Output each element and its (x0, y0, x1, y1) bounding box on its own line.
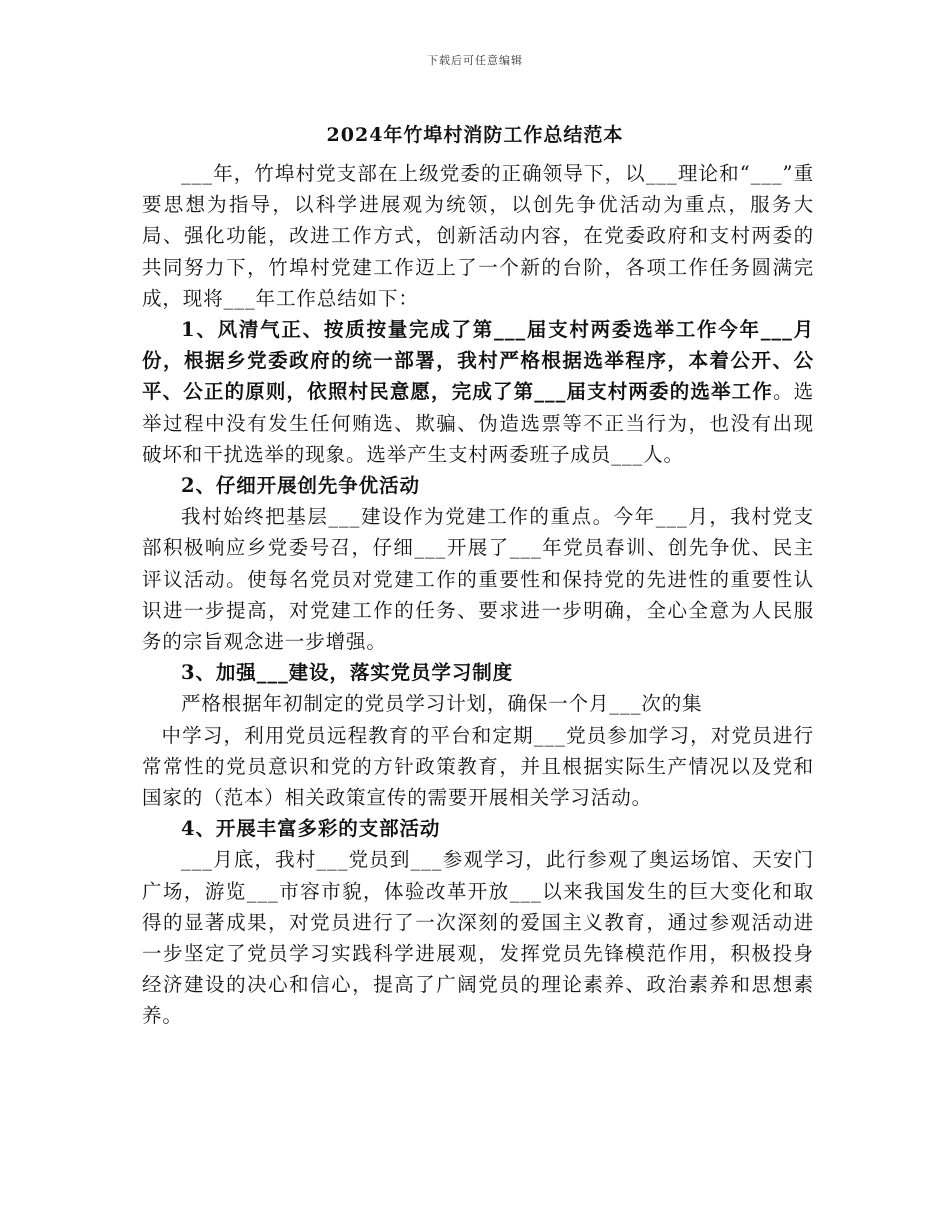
paragraph-section-1 (142, 314, 814, 470)
paragraph-intro: ___年，竹埠村党支部在上级党委的正确领导下，以___理论和“___”重要思想为指导，以科学进展观为统领，以创先争优活动为重点，服务大局、强化功能，改进工作方式，创新活动内容，在党委政府和支村两委的共同努力下，竹埠村党建工作迈上了一个新的台阶，各项工作任务圆满完成，现将___年工作总结如下： (142, 162, 814, 310)
section-1-body: 。选举过程中没有发生任何贿选、欺骗、伪造选票等不正当行为，也没有出现破坏和干扰选举的现象。选举产生支村两委班子成员___人。 (142, 380, 814, 466)
section-2-heading: 2、仔细开展创先争优活动 (181, 474, 420, 498)
section-3-heading: 3、加强___建设，落实党员学习制度 (181, 661, 514, 685)
section-4-body: ___月底，我村___党员到___参观学习，此行参观了奥运场馆、天安门广场，游览___市容市貌，体验改革开放___以来我国发生的巨大变化和取得的显著成果，对党员进行了一次深刻的爱国主义教育，通过参观活动进一步坚定了党员学习实践科学进展观，发挥党员先锋模范作用，积极投身经济建设的决心和信心，提高了广阔党员的理论素养、政治素养和思想素养。 (142, 848, 814, 1028)
section-3-body-b: 中学习，利用党员远程教育的平台和定期___党员参加学习，对党员进行常常性的党员意识和党的方针政策教育，并且根据实际生产情况以及党和国家的（范本）相关政策宣传的需要开展相关学习活动。 (142, 723, 814, 810)
section-2-body: 我村始终把基层___建设作为党建工作的重点。今年___月，我村党支部积极响应乡党委号召，仔细___开展了___年党员春训、创先争优、民主评议活动。使每名党员对党建工作的重要性和保持党的先进性的重要性认识进一步提高，对党建工作的任务、要求进一步明确，全心全意为人民服务的宗旨观念进一步增强。 (142, 505, 814, 654)
header-note: 下载后可任意编辑 (427, 54, 523, 67)
section-4-heading: 4、开展丰富多彩的支部活动 (181, 817, 441, 841)
section-1-heading: 1、风清气正、按质按量完成了第___届支村两委选举工作今年___月份，根据乡党委政府的统一部署，我村严格根据选举程序，本着公开、公平、公正的原则，依照村民意愿，完成了第___届支村两委的选举工作 (142, 318, 814, 404)
section-3-body-a: 严格根据年初制定的党员学习计划，确保一个月___次的集 (181, 692, 703, 716)
document-body (142, 158, 814, 1032)
document-title: 2024年竹埠村消防工作总结范本 (326, 124, 624, 146)
